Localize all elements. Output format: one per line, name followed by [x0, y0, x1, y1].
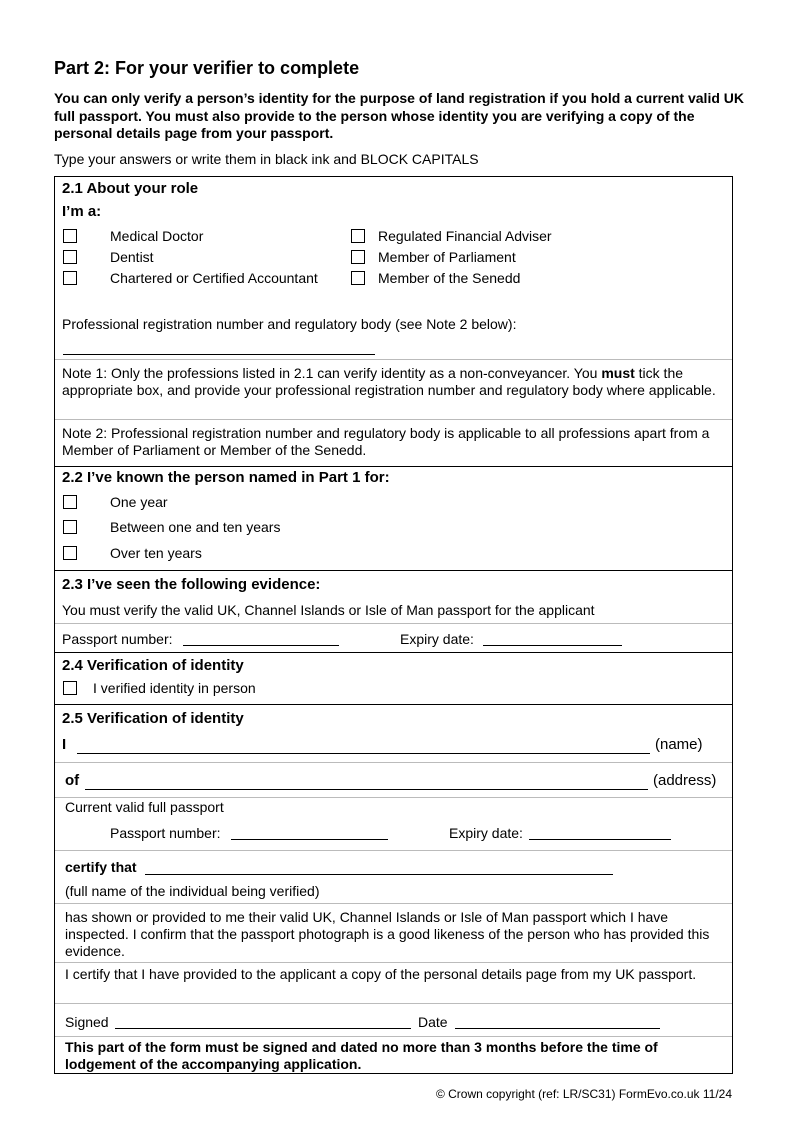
name-suffix: (name) — [655, 736, 703, 753]
checkbox-accountant[interactable] — [63, 271, 77, 285]
certify-name-field[interactable] — [145, 874, 613, 875]
certification-text: has shown or provided to me their valid UK, Channel Islands or Isle of Man passport which I have inspected. I confirm that the passport photograph is a good likeness of the person who has provided this evidence. — [65, 909, 710, 959]
option-label: Dentist — [110, 249, 154, 265]
divider — [55, 1036, 732, 1037]
instruction-text: Type your answers or write them in black ink and BLOCK CAPITALS — [54, 151, 479, 167]
signature-field[interactable] — [115, 1028, 411, 1029]
date-label: Date — [418, 1014, 448, 1030]
passport-number-field[interactable] — [231, 839, 388, 840]
note-1: Note 1: Only the professions listed in 2.1 can verify identity as a non-conveyancer. You must tick the appropriate box, and provide your professional registration number and regulatory body where applicable. — [62, 365, 716, 398]
section-2-5-title: 2.5 Verification of identity — [62, 710, 244, 727]
option-label: Member of Parliament — [378, 249, 516, 265]
option-label: Over ten years — [110, 545, 202, 561]
option-label: Between one and ten years — [110, 519, 281, 535]
option-label: Chartered or Certified Accountant — [110, 270, 318, 286]
note-2: Note 2: Professional registration number and regulatory body is applicable to all professions apart from a Member of Parliament or Member of the Senedd. — [62, 425, 710, 458]
address-suffix: (address) — [653, 772, 717, 789]
date-field[interactable] — [455, 1028, 660, 1029]
full-name-note: (full name of the individual being verified) — [65, 883, 320, 899]
signed-label: Signed — [65, 1014, 109, 1030]
option-label: Member of the Senedd — [378, 270, 521, 286]
divider — [55, 797, 732, 798]
certify-label: certify that — [65, 859, 137, 875]
name-field[interactable] — [77, 753, 650, 754]
section-2-3 — [55, 571, 732, 653]
option-label: Medical Doctor — [110, 228, 204, 244]
passport-number-field[interactable] — [183, 645, 339, 646]
divider — [55, 419, 732, 420]
page-title: Part 2: For your verifier to complete — [54, 58, 360, 78]
divider — [55, 903, 732, 904]
signing-deadline-note: This part of the form must be signed and dated no more than 3 months before the time of lodgement of the accompanying application. — [65, 1039, 658, 1072]
registration-field[interactable] — [63, 354, 375, 355]
option-label: I verified identity in person — [93, 680, 256, 696]
section-2-4 — [55, 653, 732, 705]
checkbox-over-ten-years[interactable] — [63, 546, 77, 560]
divider — [55, 359, 732, 360]
checkbox-medical-doctor[interactable] — [63, 229, 77, 243]
section-2-2 — [55, 467, 732, 571]
divider — [55, 1003, 732, 1004]
section-2-3-title: 2.3 I’ve seen the following evidence: — [62, 576, 321, 593]
option-label: Regulated Financial Adviser — [378, 228, 552, 244]
expiry-date-label: Expiry date: — [449, 825, 523, 841]
i-label: I — [62, 736, 67, 753]
section-2-5 — [55, 705, 732, 1073]
checkbox-one-year[interactable] — [63, 495, 77, 509]
section-2-2-title: 2.2 I’ve known the person named in Part 1 for: — [62, 469, 390, 486]
expiry-date-label: Expiry date: — [400, 631, 474, 647]
checkbox-financial-adviser[interactable] — [351, 229, 365, 243]
section-2-4-title: 2.4 Verification of identity — [62, 657, 244, 674]
im-a-label: I’m a: — [62, 203, 102, 220]
copyright-footer: © Crown copyright (ref: LR/SC31) FormEvo.co.uk 11/24 — [435, 1087, 732, 1101]
section-2-1-title: 2.1 About your role — [62, 180, 199, 197]
checkbox-member-of-parliament[interactable] — [351, 250, 365, 264]
divider — [55, 850, 732, 851]
of-label: of — [65, 772, 80, 789]
checkbox-one-to-ten-years[interactable] — [63, 520, 77, 534]
option-label: One year — [110, 494, 168, 510]
current-passport-label: Current valid full passport — [65, 799, 224, 815]
copy-provided-text: I certify that I have provided to the applicant a copy of the personal details page from my UK passport. — [65, 966, 697, 982]
verifier-form — [54, 176, 733, 1074]
expiry-date-field[interactable] — [529, 839, 671, 840]
evidence-text: You must verify the valid UK, Channel Islands or Isle of Man passport for the applicant — [62, 602, 595, 618]
checkbox-dentist[interactable] — [63, 250, 77, 264]
section-2-1 — [55, 177, 732, 467]
divider — [55, 762, 732, 763]
checkbox-member-of-senedd[interactable] — [351, 271, 365, 285]
registration-label: Professional registration number and regulatory body (see Note 2 below): — [62, 316, 517, 332]
intro-text: You can only verify a person’s identity for the purpose of land registration if you hold a current valid UK full passport. You must also provide to the person whose identity you are verifying a copy of the personal details page from your passport. — [54, 90, 744, 141]
passport-number-label: Passport number: — [62, 631, 173, 647]
address-field[interactable] — [85, 789, 648, 790]
expiry-date-field[interactable] — [483, 645, 622, 646]
divider — [55, 623, 732, 624]
passport-number-label: Passport number: — [110, 825, 221, 841]
divider — [55, 962, 732, 963]
checkbox-verified-in-person[interactable] — [63, 681, 77, 695]
